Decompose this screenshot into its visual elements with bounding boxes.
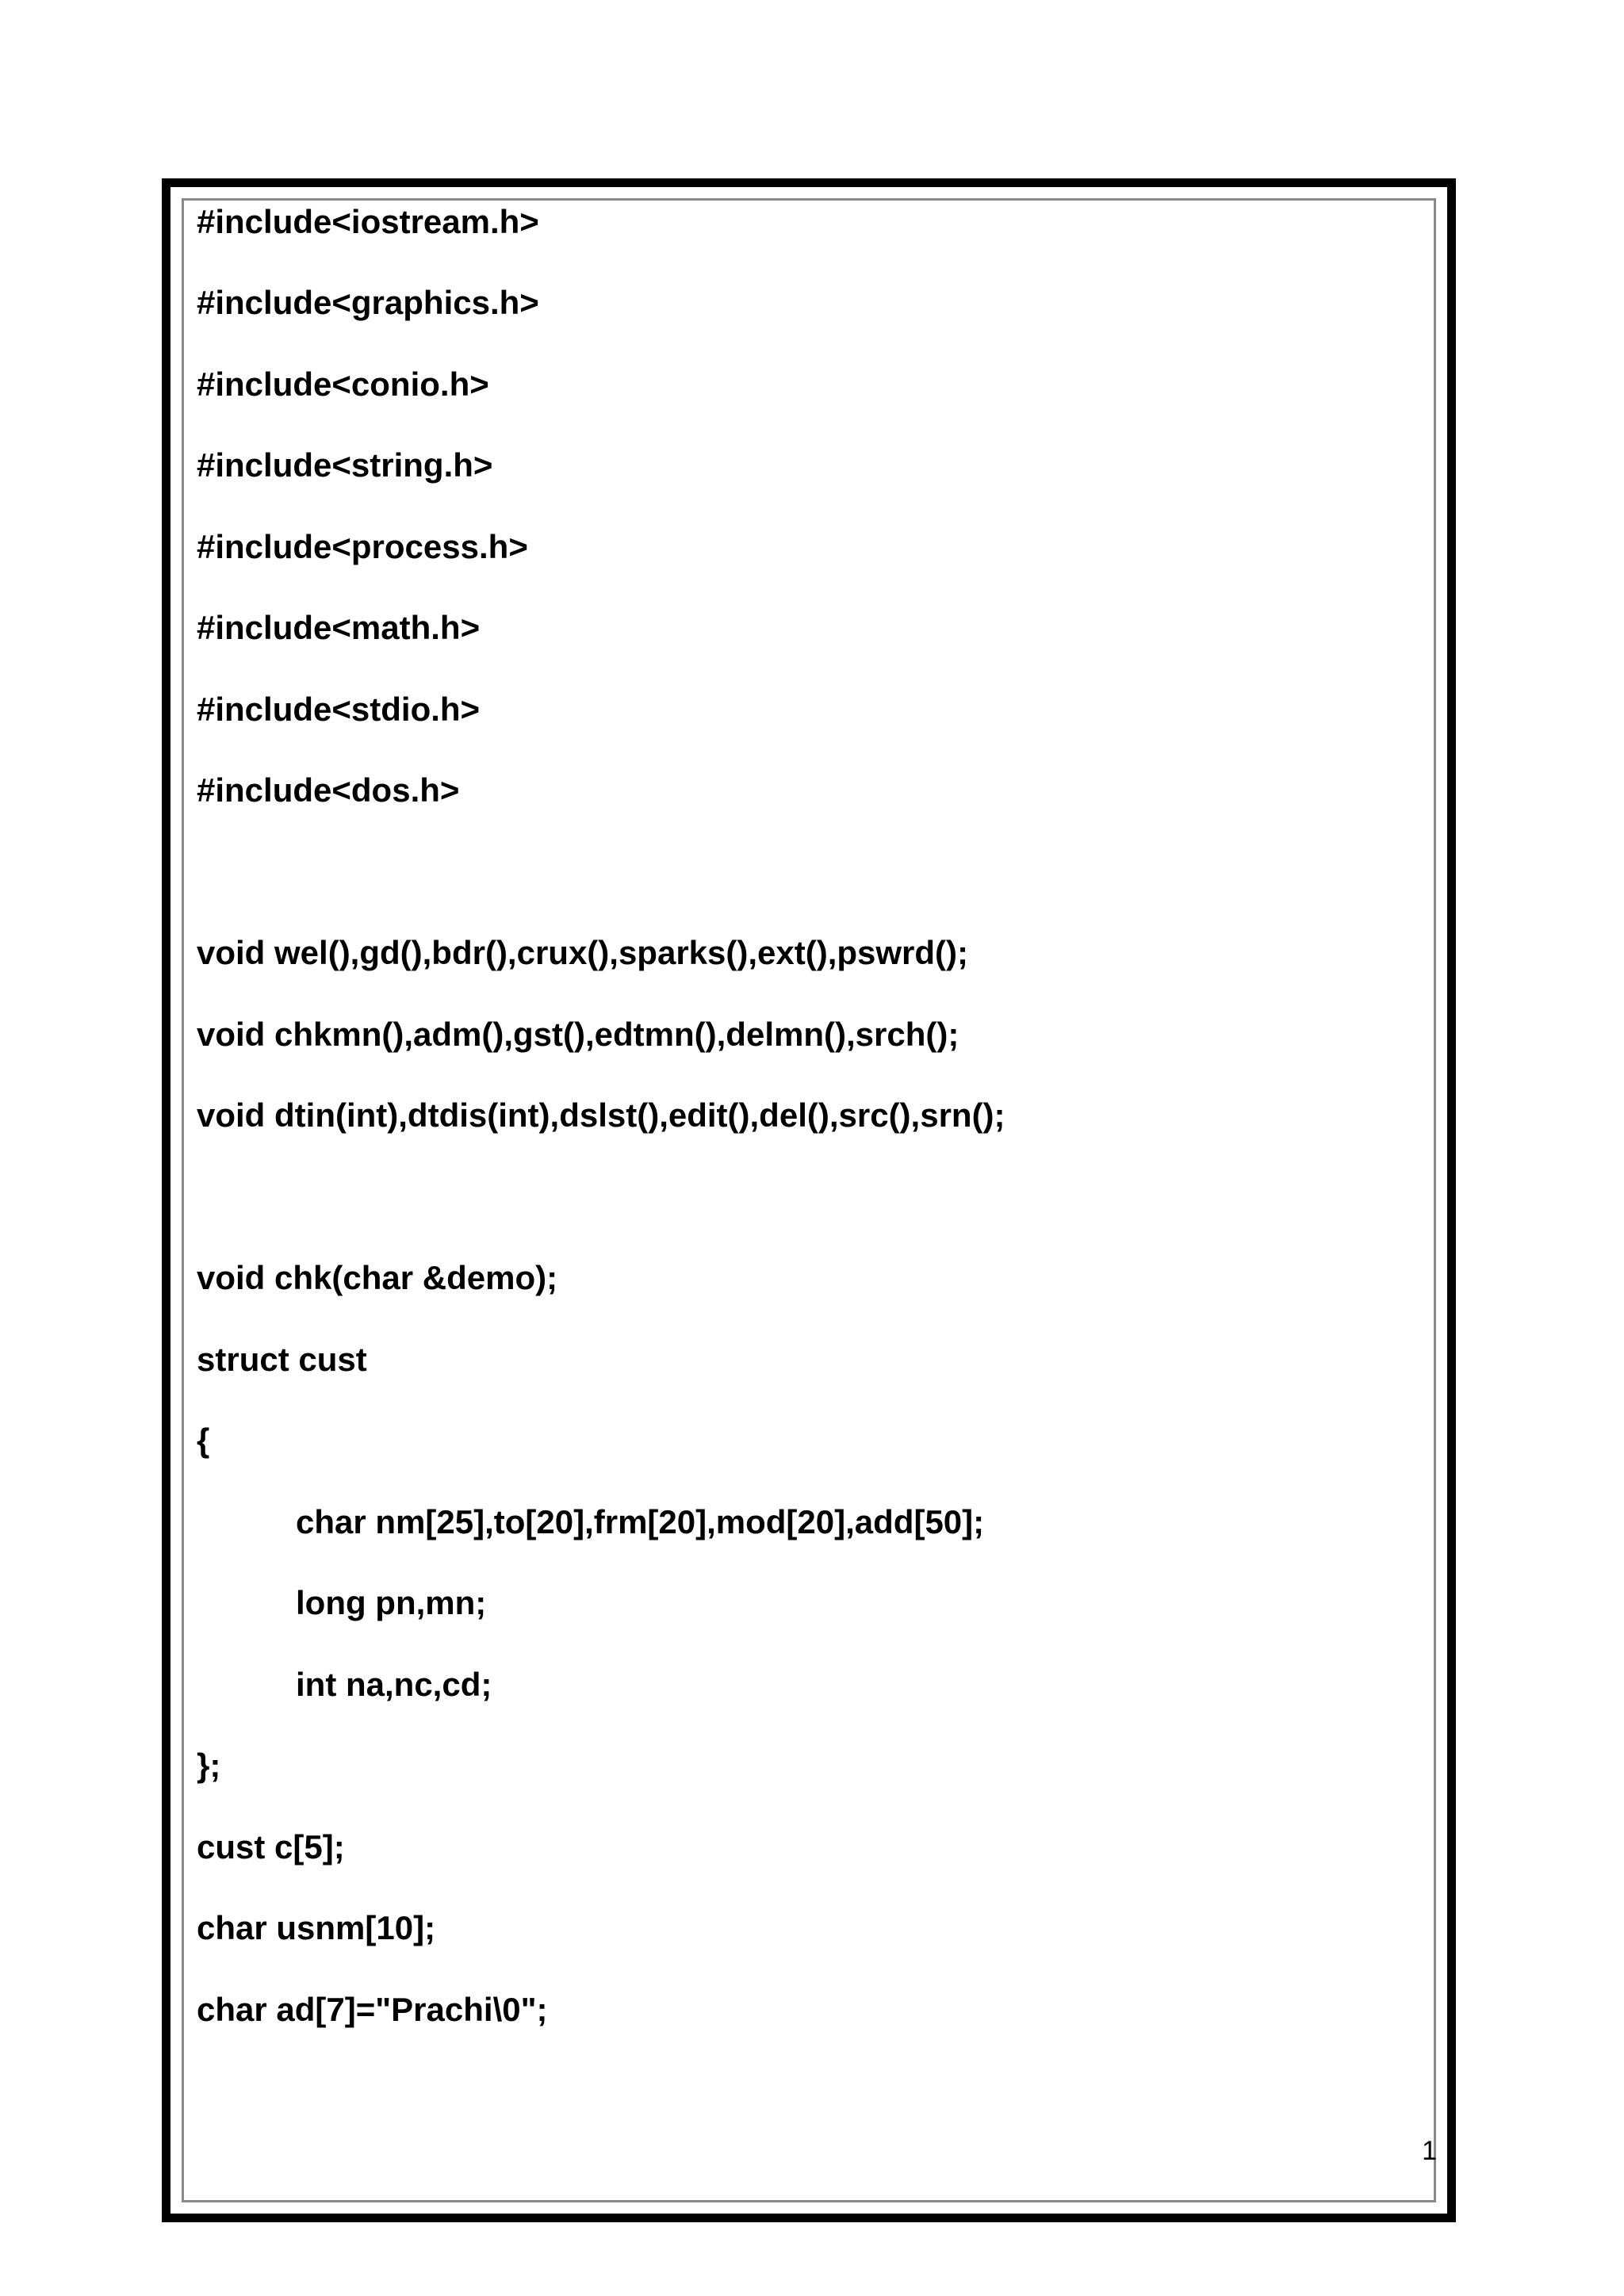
code-line-include-graphics: #include<graphics.h> <box>197 284 539 321</box>
code-line-void-declarations-1: void wel(),gd(),bdr(),crux(),sparks(),ext(),pswrd(); <box>197 934 969 971</box>
code-line-void-declarations-3: void dtin(int),dtdis(int),dslst(),edit(),del(),src(),srn(); <box>197 1096 1005 1134</box>
code-line-long-fields: long pn,mn; <box>296 1584 487 1621</box>
code-line-include-string: #include<string.h> <box>197 446 493 484</box>
page-border-inner <box>182 198 1436 2202</box>
code-line-include-dos: #include<dos.h> <box>197 771 460 809</box>
code-line-int-fields: int na,nc,cd; <box>296 1666 492 1703</box>
code-line-char-ad: char ad[7]="Prachi\0"; <box>197 1991 548 2028</box>
code-line-close-brace: }; <box>197 1747 221 1784</box>
code-line-void-declarations-2: void chkmn(),adm(),gst(),edtmn(),delmn(),srch(); <box>197 1016 959 1053</box>
code-line-void-chk: void chk(char &demo); <box>197 1259 558 1296</box>
code-line-include-math: #include<math.h> <box>197 609 481 646</box>
code-line-open-brace: { <box>197 1422 210 1459</box>
code-line-char-fields: char nm[25],to[20],frm[20],mod[20],add[50]; <box>296 1503 985 1540</box>
code-line-struct-cust: struct cust <box>197 1341 367 1378</box>
code-line-include-process: #include<process.h> <box>197 528 528 565</box>
code-line-include-conio: #include<conio.h> <box>197 365 489 403</box>
code-line-include-stdio: #include<stdio.h> <box>197 691 481 728</box>
code-line-include-iostream: #include<iostream.h> <box>197 203 539 240</box>
code-line-cust-array: cust c[5]; <box>197 1828 345 1866</box>
code-line-char-usnm: char usnm[10]; <box>197 1909 436 1946</box>
page-number: 1 <box>1422 2136 1437 2166</box>
